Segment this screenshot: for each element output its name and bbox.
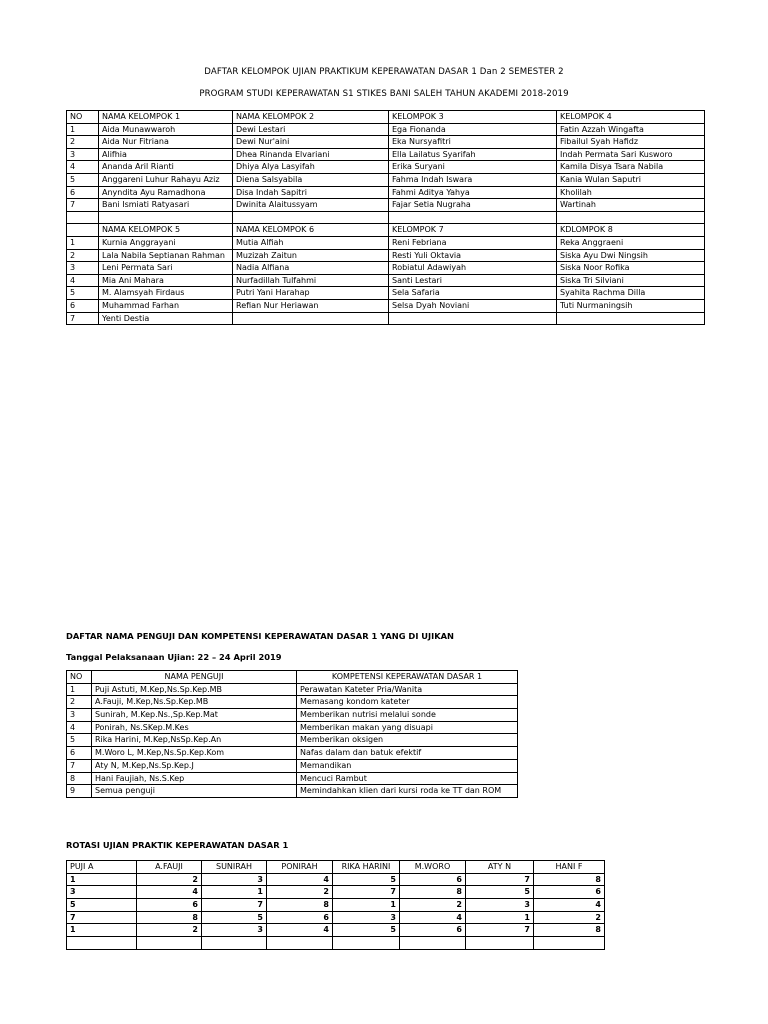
- member-name: Muhammad Farhan: [99, 299, 233, 312]
- row-number: 2: [67, 249, 99, 262]
- table-row: [67, 199, 705, 212]
- rotation-cell: 3: [202, 924, 267, 937]
- member-name: Resti Yuli Oktavia: [389, 249, 557, 262]
- member-name: Yenti Destia: [99, 312, 233, 325]
- member-name: Dhiya Alya Lasyifah: [233, 161, 389, 174]
- column-header: PUJI A: [67, 861, 137, 874]
- row-number: 7: [67, 312, 99, 325]
- row-number: 5: [67, 287, 99, 300]
- rotation-cell: 6: [137, 899, 202, 912]
- member-name: Mutia Alfiah: [233, 236, 389, 249]
- table-row: [67, 136, 705, 149]
- rotation-cell: 5: [333, 924, 400, 937]
- table-row: [67, 161, 705, 174]
- member-name: Fahma Indah Iswara: [389, 173, 557, 186]
- rotation-cell: 5: [202, 911, 267, 924]
- member-name: [233, 312, 389, 325]
- column-header: KELOMPOK 7: [389, 224, 557, 237]
- member-name: Ega Fionanda: [389, 123, 557, 136]
- row-number: 3: [67, 262, 99, 275]
- table-row: [67, 173, 705, 186]
- member-name: Muzizah Zaitun: [233, 249, 389, 262]
- rotation-cell: [202, 937, 267, 950]
- column-header: KELOMPOK 4: [557, 111, 705, 124]
- member-name: Fibailul Syah Hafidz: [557, 136, 705, 149]
- member-name: Dhea Rinanda Elvariani: [233, 148, 389, 161]
- column-header: A.FAUJI: [137, 861, 202, 874]
- table-row: [67, 747, 518, 760]
- row-number: 7: [67, 199, 99, 212]
- table-row: [67, 937, 605, 950]
- rotation-cell: 6: [400, 924, 466, 937]
- member-name: Aida Munawwaroh: [99, 123, 233, 136]
- column-header: RIKA HARINI: [333, 861, 400, 874]
- member-name: Disa Indah Sapitri: [233, 186, 389, 199]
- rotation-cell: 5: [333, 873, 400, 886]
- rotation-cell: 3: [202, 873, 267, 886]
- row-number: 8: [67, 772, 92, 785]
- competency: Memandikan: [297, 759, 518, 772]
- row-number: 1: [67, 123, 99, 136]
- column-header: NAMA PENGUJI: [92, 671, 297, 684]
- rotation-cell: 2: [267, 886, 333, 899]
- rotation-cell: 7: [466, 924, 534, 937]
- column-header: NAMA KELOMPOK 6: [233, 224, 389, 237]
- column-header: [67, 224, 99, 237]
- member-name: Kholilah: [557, 186, 705, 199]
- rotation-cell: 7: [202, 899, 267, 912]
- empty-cell: [389, 211, 557, 224]
- rotation-cell: 1: [202, 886, 267, 899]
- table-row: [67, 312, 705, 325]
- empty-cell: [67, 211, 99, 224]
- member-name: Indah Permata Sari Kusworo: [557, 148, 705, 161]
- member-name: Wartinah: [557, 199, 705, 212]
- examiners-header-row: [67, 671, 518, 684]
- table-row: [67, 785, 518, 798]
- rotation-cell: [400, 937, 466, 950]
- member-name: Kamila Disya Tsara Nabila: [557, 161, 705, 174]
- column-header: SUNIRAH: [202, 861, 267, 874]
- column-header: HANI F: [534, 861, 605, 874]
- rotation-cell: 4: [267, 873, 333, 886]
- member-name: Aida Nur Fitriana: [99, 136, 233, 149]
- row-number: 2: [67, 136, 99, 149]
- member-name: Nadia Alfiana: [233, 262, 389, 275]
- member-name: Santi Lestari: [389, 274, 557, 287]
- member-name: Dwinita Alaitussyam: [233, 199, 389, 212]
- member-name: Siska Noor Rofika: [557, 262, 705, 275]
- rotation-cell: 3: [333, 911, 400, 924]
- column-header: M.WORO: [400, 861, 466, 874]
- member-name: Syahita Rachma Dilla: [557, 287, 705, 300]
- column-header: NAMA KELOMPOK 5: [99, 224, 233, 237]
- examiner-name: Sunirah, M.Kep.Ns.,Sp.Kep.Mat: [92, 709, 297, 722]
- column-header: NO: [67, 671, 92, 684]
- rotation-cell: [534, 937, 605, 950]
- member-name: Alifhia: [99, 148, 233, 161]
- member-name: Dewi Nur'aini: [233, 136, 389, 149]
- table-row: [67, 186, 705, 199]
- rotation-cell: 2: [137, 924, 202, 937]
- rotation-cell: 8: [267, 899, 333, 912]
- rotation-cell: 8: [137, 911, 202, 924]
- rotation-cell: 1: [67, 873, 137, 886]
- member-name: Tuti Nurmaningsih: [557, 299, 705, 312]
- row-number: 3: [67, 709, 92, 722]
- groups-header-row: [67, 111, 705, 124]
- rotation-cell: [67, 937, 137, 950]
- row-number: 4: [67, 274, 99, 287]
- row-number: 4: [67, 721, 92, 734]
- member-name: Ella Lailatus Syarifah: [389, 148, 557, 161]
- table-row: [67, 759, 518, 772]
- rotation-cell: 7: [333, 886, 400, 899]
- rotation-cell: 2: [137, 873, 202, 886]
- rotation-cell: 2: [400, 899, 466, 912]
- rotation-cell: 6: [400, 873, 466, 886]
- table-row: [67, 287, 705, 300]
- examiner-name: Hani Faujiah, Ns.S.Kep: [92, 772, 297, 785]
- table-row: [67, 709, 518, 722]
- table-row: [67, 249, 705, 262]
- rotation-cell: 3: [67, 886, 137, 899]
- table-row: [67, 299, 705, 312]
- examiners-table: [66, 670, 518, 798]
- rotation-cell: [137, 937, 202, 950]
- row-number: 3: [67, 148, 99, 161]
- row-number: 6: [67, 747, 92, 760]
- member-name: Fajar Setia Nugraha: [389, 199, 557, 212]
- row-number: 7: [67, 759, 92, 772]
- examiners-heading: DAFTAR NAMA PENGUJI DAN KOMPETENSI KEPERAWATAN DASAR 1 YANG DI UJIKAN: [66, 631, 454, 641]
- table-row: [67, 772, 518, 785]
- rotation-header-row: [67, 861, 605, 874]
- table-row: [67, 873, 605, 886]
- row-number: 2: [67, 696, 92, 709]
- examiner-name: Aty N, M.Kep,Ns.Sp.Kep.J: [92, 759, 297, 772]
- examiner-name: M.Woro L, M.Kep,Ns.Sp.Kep.Kom: [92, 747, 297, 760]
- rotation-cell: 3: [466, 899, 534, 912]
- member-name: Leni Permata Sari: [99, 262, 233, 275]
- column-header: ATY N: [466, 861, 534, 874]
- row-number: 9: [67, 785, 92, 798]
- row-number: 1: [67, 683, 92, 696]
- row-number: 4: [67, 161, 99, 174]
- groups-header-row: [67, 224, 705, 237]
- member-name: Erika Suryani: [389, 161, 557, 174]
- member-name: [389, 312, 557, 325]
- competency: Memberikan oksigen: [297, 734, 518, 747]
- column-header: NO: [67, 111, 99, 124]
- groups-table: [66, 110, 705, 325]
- row-number: 5: [67, 173, 99, 186]
- member-name: Putri Yani Harahap: [233, 287, 389, 300]
- table-row: [67, 274, 705, 287]
- member-name: Dewi Lestari: [233, 123, 389, 136]
- member-name: Eka Nursyafitri: [389, 136, 557, 149]
- column-header: KDLOMPOK 8: [557, 224, 705, 237]
- rotation-cell: 2: [534, 911, 605, 924]
- rotation-heading: ROTASI UJIAN PRAKTIK KEPERAWATAN DASAR 1: [66, 840, 289, 850]
- rotation-cell: 1: [67, 924, 137, 937]
- table-row: [67, 236, 705, 249]
- member-name: Refian Nur Heriawan: [233, 299, 389, 312]
- table-row: [67, 899, 605, 912]
- member-name: Kania Wulan Saputri: [557, 173, 705, 186]
- spacer-row: [67, 211, 705, 224]
- table-row: [67, 683, 518, 696]
- member-name: Kurnia Anggrayani: [99, 236, 233, 249]
- document-title: DAFTAR KELOMPOK UJIAN PRAKTIKUM KEPERAWATAN DASAR 1 Dan 2 SEMESTER 2: [204, 67, 564, 77]
- row-number: 1: [67, 236, 99, 249]
- member-name: [557, 312, 705, 325]
- member-name: Selsa Dyah Noviani: [389, 299, 557, 312]
- member-name: Siska Ayu Dwi Ningsih: [557, 249, 705, 262]
- rotation-cell: 4: [267, 924, 333, 937]
- table-row: [67, 148, 705, 161]
- document-subtitle: PROGRAM STUDI KEPERAWATAN S1 STIKES BANI SALEH TAHUN AKADEMI 2018-2019: [199, 89, 569, 99]
- table-row: [67, 696, 518, 709]
- member-name: Ananda Aril Rianti: [99, 161, 233, 174]
- member-name: Reni Febriana: [389, 236, 557, 249]
- rotation-cell: 5: [466, 886, 534, 899]
- empty-cell: [233, 211, 389, 224]
- rotation-cell: 4: [137, 886, 202, 899]
- rotation-cell: [333, 937, 400, 950]
- examiner-name: Rika Harini, M.Kep,NsSp.Kep.An: [92, 734, 297, 747]
- member-name: Anggareni Luhur Rahayu Aziz: [99, 173, 233, 186]
- member-name: Bani Ismiati Ratyasari: [99, 199, 233, 212]
- competency: Mencuci Rambut: [297, 772, 518, 785]
- competency: Memasang kondom kateter: [297, 696, 518, 709]
- member-name: Nurfadillah Tulfahmi: [233, 274, 389, 287]
- column-header: NAMA KELOMPOK 1: [99, 111, 233, 124]
- examiner-name: Semua penguji: [92, 785, 297, 798]
- row-number: 6: [67, 299, 99, 312]
- competency: Memberikan nutrisi melalui sonde: [297, 709, 518, 722]
- examiner-name: Ponirah, Ns.SKep.M.Kes: [92, 721, 297, 734]
- member-name: M. Alamsyah Firdaus: [99, 287, 233, 300]
- rotation-cell: 6: [534, 886, 605, 899]
- member-name: Robiatul Adawiyah: [389, 262, 557, 275]
- rotation-cell: 1: [466, 911, 534, 924]
- member-name: Anyndita Ayu Ramadhona: [99, 186, 233, 199]
- exam-date-line: Tanggal Pelaksanaan Ujian: 22 – 24 April 2019: [66, 652, 282, 662]
- table-row: [67, 123, 705, 136]
- member-name: Sela Safaria: [389, 287, 557, 300]
- competency: Memindahkan klien dari kursi roda ke TT dan ROM: [297, 785, 518, 798]
- table-row: [67, 886, 605, 899]
- competency: Nafas dalam dan batuk efektif: [297, 747, 518, 760]
- rotation-cell: 7: [67, 911, 137, 924]
- competency: Memberikan makan yang disuapi: [297, 721, 518, 734]
- table-row: [67, 924, 605, 937]
- rotation-cell: 6: [267, 911, 333, 924]
- rotation-cell: [267, 937, 333, 950]
- column-header: NAMA KELOMPOK 2: [233, 111, 389, 124]
- examiner-name: Puji Astuti, M.Kep,Ns.Sp.Kep.MB: [92, 683, 297, 696]
- rotation-cell: 1: [333, 899, 400, 912]
- member-name: Fatin Azzah Wingafta: [557, 123, 705, 136]
- member-name: Lala Nabila Septianan Rahman: [99, 249, 233, 262]
- table-row: [67, 734, 518, 747]
- rotation-cell: 5: [67, 899, 137, 912]
- rotation-table: [66, 860, 605, 950]
- rotation-cell: 4: [400, 911, 466, 924]
- table-row: [67, 911, 605, 924]
- rotation-cell: [466, 937, 534, 950]
- column-header: PONIRAH: [267, 861, 333, 874]
- column-header: KOMPETENSI KEPERAWATAN DASAR 1: [297, 671, 518, 684]
- competency: Perawatan Kateter Pria/Wanita: [297, 683, 518, 696]
- table-row: [67, 262, 705, 275]
- member-name: Fahmi Aditya Yahya: [389, 186, 557, 199]
- rotation-cell: 8: [534, 873, 605, 886]
- column-header: KELOMPOK 3: [389, 111, 557, 124]
- row-number: 6: [67, 186, 99, 199]
- rotation-cell: 7: [466, 873, 534, 886]
- rotation-cell: 8: [534, 924, 605, 937]
- member-name: Reka Anggraeni: [557, 236, 705, 249]
- row-number: 5: [67, 734, 92, 747]
- rotation-cell: 4: [534, 899, 605, 912]
- examiner-name: A.Fauji, M.Kep,Ns.Sp.Kep.MB: [92, 696, 297, 709]
- member-name: Siska Tri Silviani: [557, 274, 705, 287]
- rotation-cell: 8: [400, 886, 466, 899]
- empty-cell: [557, 211, 705, 224]
- empty-cell: [99, 211, 233, 224]
- member-name: Diena Salsyabila: [233, 173, 389, 186]
- table-row: [67, 721, 518, 734]
- member-name: Mia Ani Mahara: [99, 274, 233, 287]
